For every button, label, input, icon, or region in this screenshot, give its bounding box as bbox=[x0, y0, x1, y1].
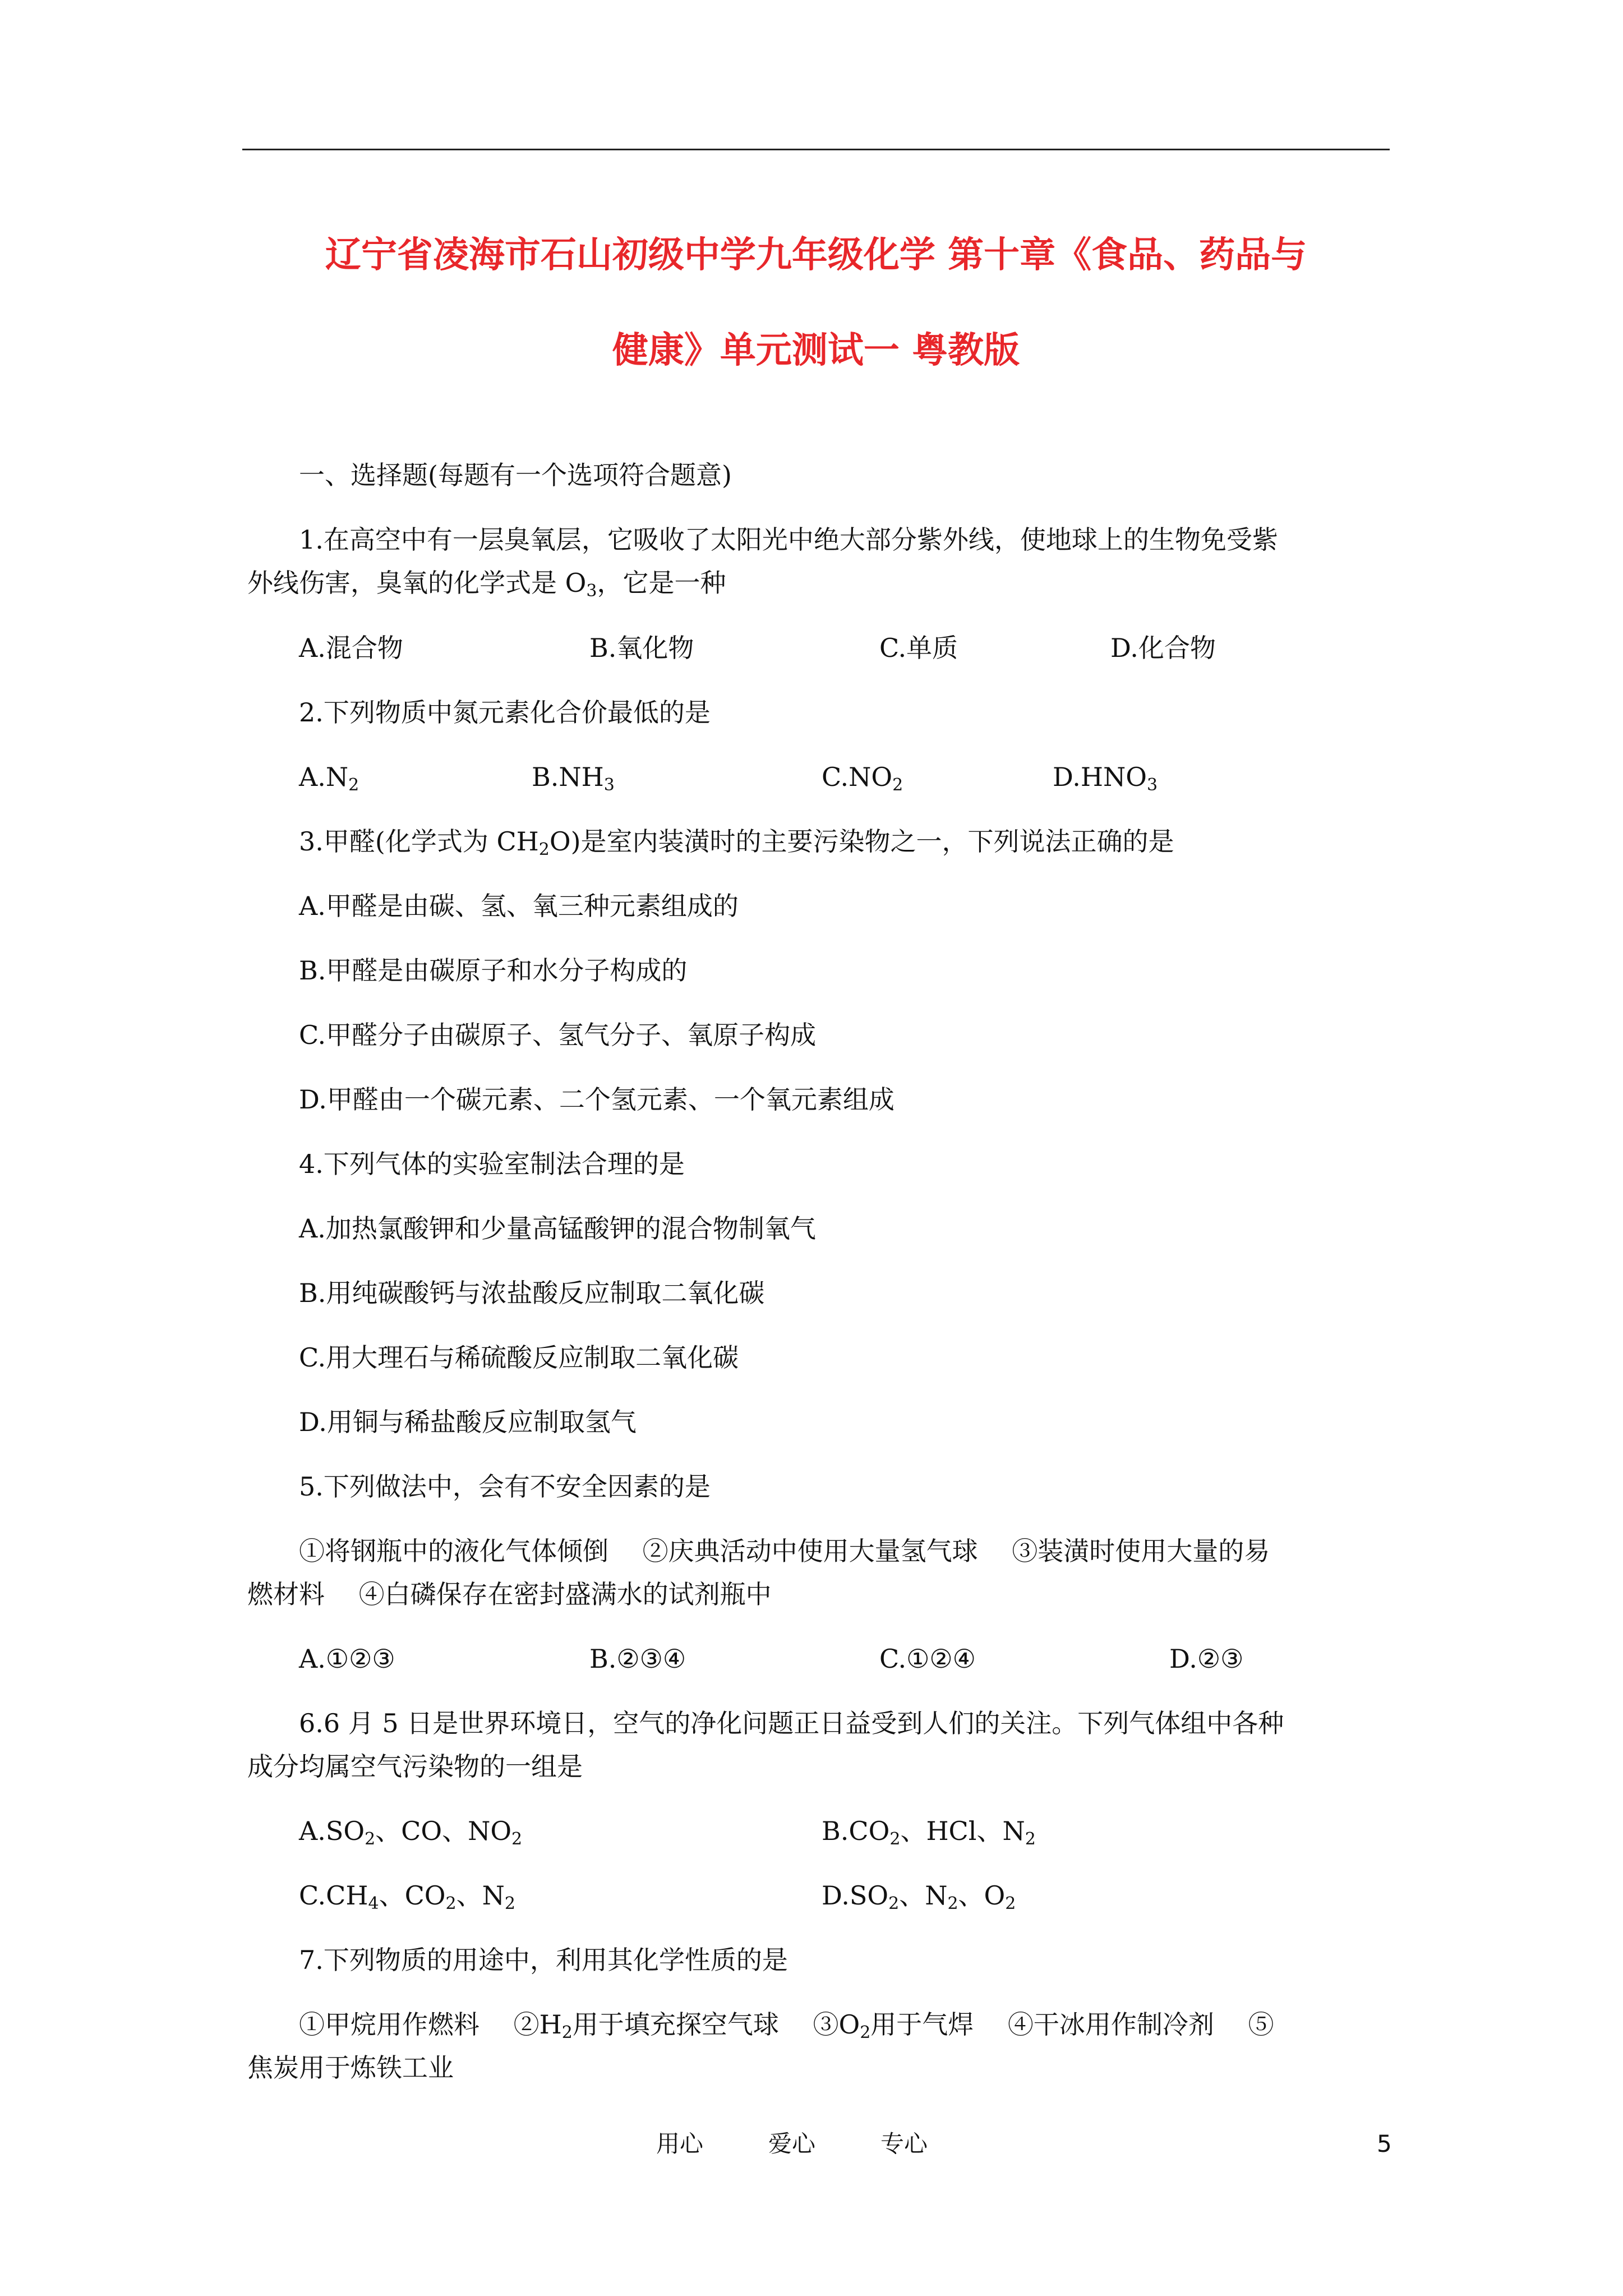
question-3-option-c: C.甲醛分子由碳原子、氢气分子、氧原子构成 bbox=[299, 1020, 817, 1050]
question-4: 4.下列气体的实验室制法合理的是 bbox=[299, 1149, 685, 1179]
question-1-option-d: D.化合物 bbox=[1110, 633, 1216, 663]
document-title bbox=[242, 208, 1390, 398]
question-6-option-a: $A.SO_2$、CO、$NO_2$ bbox=[299, 1816, 523, 1849]
question-3-option-d: D.甲醛由一个碳元素、二个氢元素、一个氧元素组成 bbox=[299, 1084, 895, 1115]
question-7: 7.下列物质的用途中，利用其化学性质的是 bbox=[299, 1945, 788, 1975]
footer-motto-3: 专心 bbox=[880, 2130, 928, 2157]
question-4-option-b: B.用纯碳酸钙与浓盐酸反应制取二氧化碳 bbox=[299, 1278, 765, 1308]
title-line-1: 辽宁省凌海市石山初级中学九年级化学 第十章《食品、药品与 bbox=[325, 234, 1307, 276]
footer-motto-2: 爱心 bbox=[768, 2130, 816, 2157]
footer-motto-1: 用心 bbox=[656, 2130, 704, 2157]
question-5-option-b: B.②③④ bbox=[589, 1644, 686, 1674]
page-number: 5 bbox=[1377, 2130, 1392, 2157]
question-1-line-1: 1.在高空中有一层臭氧层，它吸收了太阳光中绝大部分紫外线，使地球上的生物免受紫 bbox=[299, 524, 1278, 555]
question-5-option-a: A.①②③ bbox=[299, 1644, 395, 1674]
question-1-line-2: 外线伤害，臭氧的化学式是 $O_3$，它是一种 bbox=[247, 568, 726, 601]
question-4-option-d: D.用铜与稀盐酸反应制取氢气 bbox=[299, 1407, 637, 1437]
title-line-2: 健康》单元测试一 粤教版 bbox=[612, 330, 1020, 371]
question-3-option-a: A.甲醛是由碳、氢、氧三种元素组成的 bbox=[299, 891, 739, 921]
question-1-option-a: A.混合物 bbox=[299, 633, 403, 663]
question-3: 3.甲醛(化学式为 $CH_2O$)是室内装潢时的主要污染物之一，下列说法正确的是 bbox=[299, 826, 1174, 859]
question-2-option-d: $D.HNO_3$ bbox=[1053, 762, 1158, 795]
question-5-statements-line-1: ①将钢瓶中的液化气体倾倒 ②庆典活动中使用大量氢气球 ③装潢时使用大量的易 bbox=[299, 1536, 1270, 1566]
question-6-option-d: $D.SO_2$、$N_2$、$O_2$ bbox=[822, 1880, 1016, 1913]
question-6-option-c: $C.CH_4$、$CO_2$、$N_2$ bbox=[299, 1880, 515, 1913]
question-1-option-b: B.氧化物 bbox=[589, 633, 694, 663]
question-4-option-a: A.加热氯酸钾和少量高锰酸钾的混合物制氧气 bbox=[299, 1213, 816, 1244]
question-2-option-c: $C.NO_2$ bbox=[822, 762, 903, 795]
question-7-statements-line-1: ①甲烷用作燃料 $②H_2$用于填充探空气球 $③O_2$用于气焊 ④干冰用作制冷剂 ⑤ bbox=[299, 2009, 1274, 2042]
section-heading: 一、选择题(每题有一个选项符合题意) bbox=[299, 460, 732, 490]
header-rule bbox=[242, 149, 1390, 150]
question-6-line-1: 6.6 月 5 日是世界环境日，空气的净化问题正日益受到人们的关注。下列气体组中各种 bbox=[299, 1708, 1284, 1738]
question-2-option-b: $B.NH_3$ bbox=[532, 762, 615, 795]
question-7-statements-line-2: 焦炭用于炼铁工业 bbox=[247, 2053, 454, 2083]
question-2: 2.下列物质中氮元素化合价最低的是 bbox=[299, 697, 711, 728]
question-1-option-c: C.单质 bbox=[879, 633, 958, 663]
question-4-option-c: C.用大理石与稀硫酸反应制取二氧化碳 bbox=[299, 1342, 739, 1373]
question-6-line-2: 成分均属空气污染物的一组是 bbox=[247, 1751, 583, 1782]
question-5: 5.下列做法中，会有不安全因素的是 bbox=[299, 1471, 711, 1502]
question-3-option-b: B.甲醛是由碳原子和水分子构成的 bbox=[299, 955, 688, 986]
question-2-option-a: $A.N_2$ bbox=[299, 762, 359, 795]
question-5-option-d: D.②③ bbox=[1169, 1644, 1244, 1674]
question-5-statements-line-2: 燃材料 ④白磷保存在密封盛满水的试剂瓶中 bbox=[247, 1579, 772, 1609]
question-5-option-c: C.①②④ bbox=[879, 1644, 976, 1674]
question-6-option-b: $B.CO_2$、HCl、$N_2$ bbox=[822, 1816, 1036, 1849]
